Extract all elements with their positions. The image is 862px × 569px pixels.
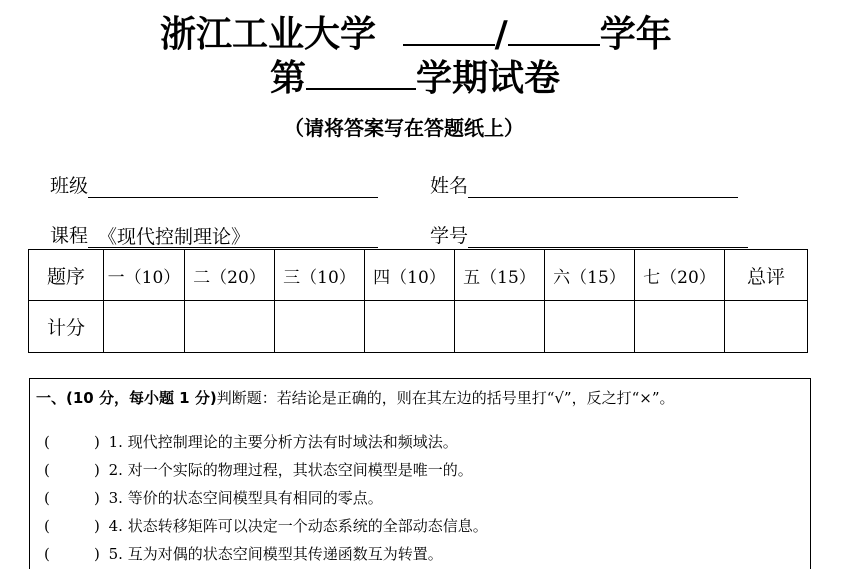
score-cell bbox=[275, 301, 365, 353]
list-item bbox=[44, 515, 488, 536]
class-label: 班级 bbox=[50, 175, 89, 197]
column-header: 一（10） bbox=[104, 250, 185, 301]
question-text: 1. 现代控制理论的主要分析方法有时域法和频域法。 bbox=[108, 433, 458, 451]
question-text: 2. 对一个实际的物理过程，其状态空间模型是唯一的。 bbox=[108, 461, 473, 479]
score-cell bbox=[725, 301, 808, 353]
course-value: 《现代控制理论》 bbox=[98, 226, 251, 248]
exam-title-line2 bbox=[270, 58, 560, 99]
question-text: 4. 状态转移矩阵可以决定一个动态系统的全部动态信息。 bbox=[108, 517, 488, 535]
answer-close-paren: ) bbox=[94, 517, 100, 535]
list-item bbox=[44, 487, 383, 508]
answer-close-paren: ) bbox=[94, 545, 100, 563]
class-blank bbox=[88, 177, 378, 198]
column-header: 七（20） bbox=[635, 250, 725, 301]
column-header: 六（15） bbox=[545, 250, 635, 301]
year-end-blank bbox=[508, 14, 600, 46]
answer-close-paren: ) bbox=[94, 461, 100, 479]
column-header: 四（10） bbox=[365, 250, 455, 301]
semester-suffix: 学期试卷 bbox=[416, 58, 561, 99]
answer-open-paren: ( bbox=[44, 545, 50, 563]
question-order-label: 题序 bbox=[29, 250, 104, 301]
exam-title-line1 bbox=[160, 14, 672, 55]
name-label: 姓名 bbox=[430, 175, 469, 197]
score-cell bbox=[104, 301, 185, 353]
true-false-section bbox=[29, 378, 811, 569]
academic-year-label: 学年 bbox=[599, 14, 672, 55]
score-cell bbox=[545, 301, 635, 353]
course-label: 课程 bbox=[50, 225, 89, 247]
section-heading bbox=[36, 387, 675, 408]
question-text: 3. 等价的状态空间模型具有相同的零点。 bbox=[108, 489, 383, 507]
year-start-blank bbox=[403, 14, 495, 46]
course-field bbox=[50, 221, 378, 248]
answer-open-paren: ( bbox=[44, 461, 50, 479]
list-item bbox=[44, 431, 458, 452]
score-cell bbox=[635, 301, 725, 353]
column-header: 三（10） bbox=[275, 250, 365, 301]
name-blank bbox=[468, 177, 738, 198]
score-label: 计分 bbox=[29, 301, 104, 353]
column-header: 二（20） bbox=[185, 250, 275, 301]
year-slash: / bbox=[494, 14, 508, 55]
score-table bbox=[28, 249, 808, 353]
question-text: 5. 互为对偶的状态空间模型其传递函数互为转置。 bbox=[108, 545, 443, 563]
semester-blank bbox=[306, 58, 416, 90]
class-field bbox=[50, 171, 378, 198]
student-id-blank bbox=[468, 227, 748, 248]
score-cell bbox=[455, 301, 545, 353]
section-heading-bold: 一、(10 分，每小题 1 分) bbox=[36, 389, 217, 407]
name-field bbox=[430, 171, 738, 198]
answer-close-paren: ) bbox=[94, 489, 100, 507]
list-item bbox=[44, 459, 473, 480]
answer-open-paren: ( bbox=[44, 433, 50, 451]
column-header-total: 总评 bbox=[725, 250, 808, 301]
school-name: 浙江工业大学 bbox=[160, 14, 377, 55]
course-blank bbox=[88, 227, 378, 248]
score-cell bbox=[185, 301, 275, 353]
score-cell bbox=[365, 301, 455, 353]
answer-sheet-note: （请将答案写在答题纸上） bbox=[284, 116, 524, 140]
answer-close-paren: ) bbox=[94, 433, 100, 451]
student-id-field bbox=[430, 221, 748, 248]
answer-open-paren: ( bbox=[44, 517, 50, 535]
score-header-row bbox=[29, 250, 808, 301]
answer-open-paren: ( bbox=[44, 489, 50, 507]
column-header: 五（15） bbox=[455, 250, 545, 301]
student-id-label: 学号 bbox=[430, 225, 469, 247]
score-value-row bbox=[29, 301, 808, 353]
di-label: 第 bbox=[270, 58, 307, 99]
section-heading-text: 判断题：若结论是正确的，则在其左边的括号里打“√”，反之打“×”。 bbox=[216, 389, 675, 407]
